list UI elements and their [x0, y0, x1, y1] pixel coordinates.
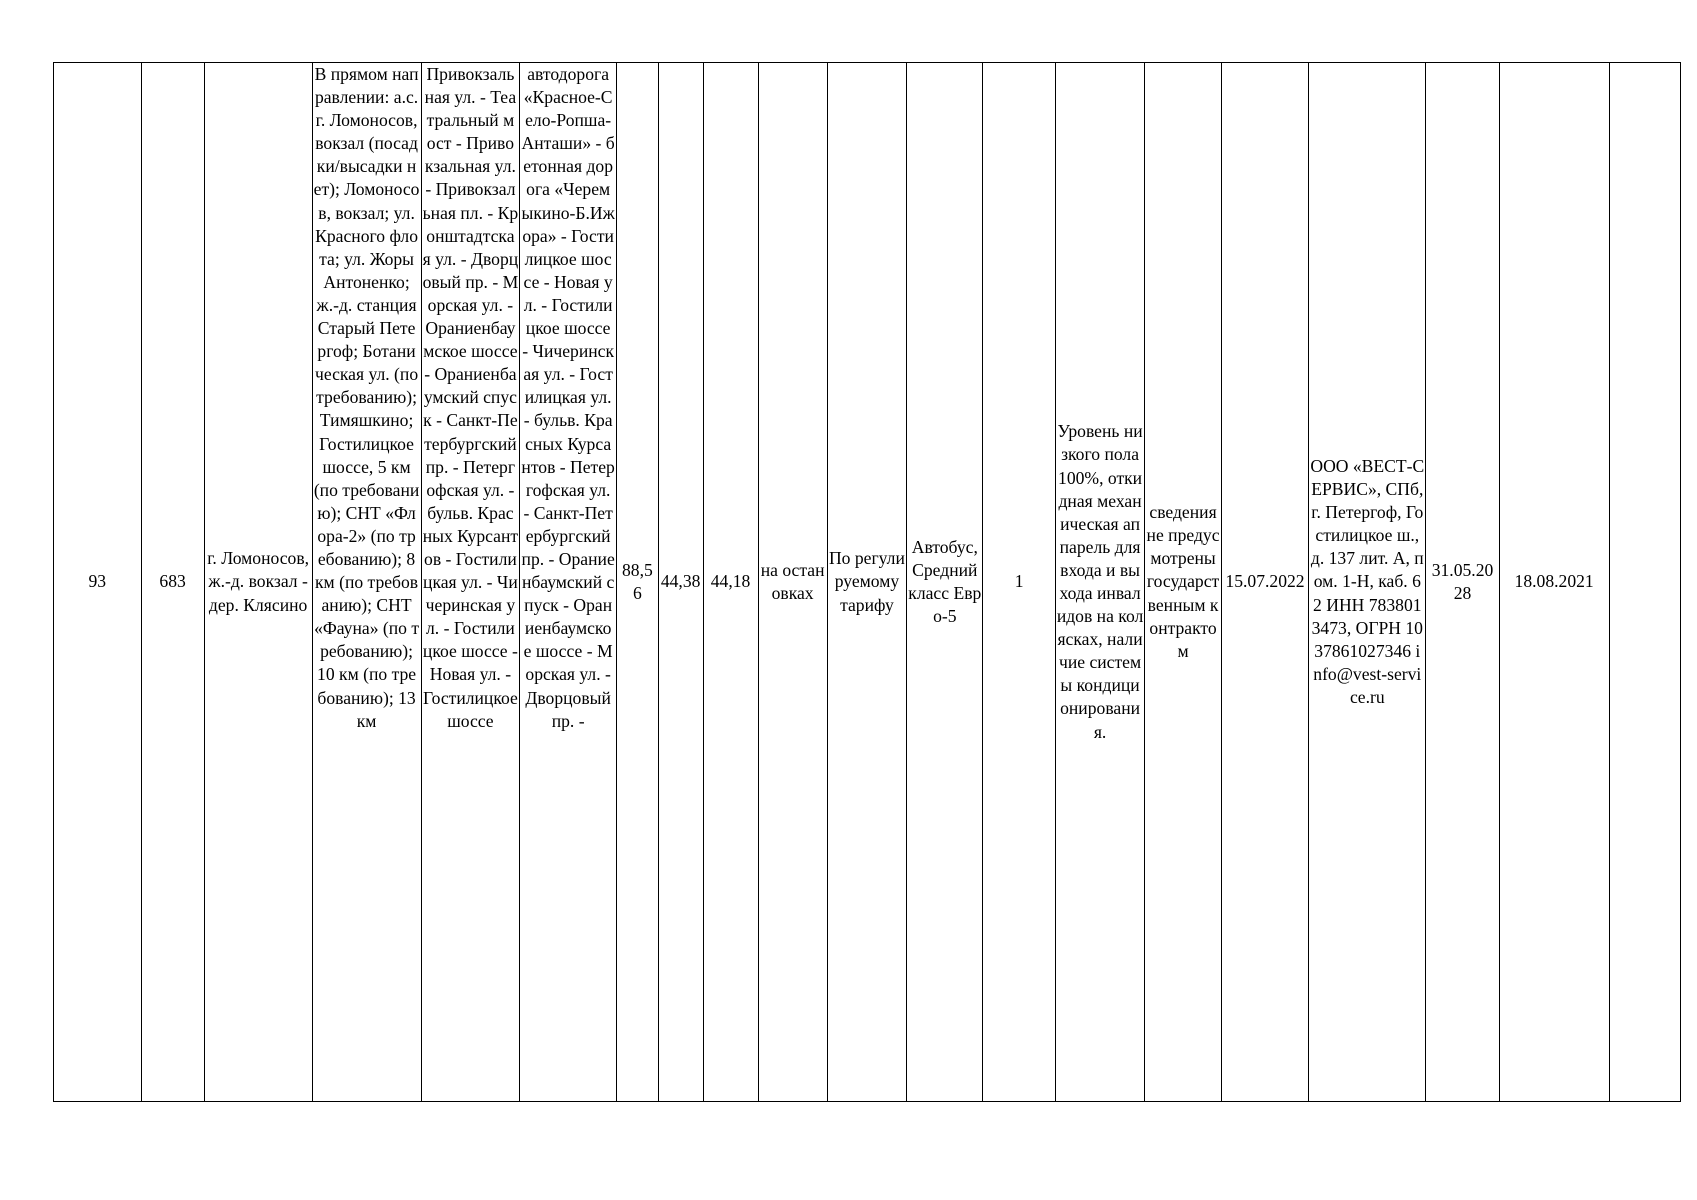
- empty-cell: [1609, 63, 1680, 1102]
- vehicle-features: Уровень низкого пола 100%, откидная механическая аппарель для входа и выхода инвалидов на колясках, наличие системы кондиционирования.: [1055, 63, 1145, 1102]
- length-forward: 44,38: [658, 63, 703, 1102]
- length-total: 88,56: [617, 63, 659, 1102]
- end-date: 31.05.2028: [1426, 63, 1499, 1102]
- boarding-order: на остановках: [758, 63, 827, 1102]
- route-number: 683: [141, 63, 204, 1102]
- table-row: [54, 63, 1681, 1102]
- streets-reverse: автодорога «Красное-Село-Ропша-Анташи» - бетонная дорога «Черемыкино-Б.Ижора» - Гостилицкое шоссе - Новая ул. - Гостилицкое шоссе - Чичеринская ул. - Гостилицкая ул. - бульв. Красных Курсантов - Петергофская ул. - Санкт-Петербургский пр. - Ораниенбаумский спуск - Ораниенбаумское шоссе - Морская ул. - Дворцовый пр. -: [520, 63, 617, 1102]
- vehicle-count: 1: [983, 63, 1055, 1102]
- stops-list: В прямом направлении: а.с. г. Ломоносов, вокзал (посадки/высадки нет); Ломоносов, вокзал; ул. Красного флота; ул. Жоры Антоненко; ж.-д. станция Старый Петергоф; Ботаническая ул. (по требованию); Тимяшкино; Гостилицкое шоссе, 5 км (по требованию); СНТ «Флора-2» (по требованию); 8 км (по требованию); СНТ «Фауна» (по требованию); 10 км (по требованию); 13 км: [312, 63, 421, 1102]
- length-backward: 44,18: [703, 63, 758, 1102]
- start-date: 15.07.2022: [1221, 63, 1309, 1102]
- streets-forward: Привокзальная ул. - Театральный мост - Привокзальная ул. - Привокзальная пл. - Кронштадтская ул. - Дворцовый пр. - Морская ул. - Ораниенбаумское шоссе - Ораниенбаумский спуск - Санкт-Петербургский пр. - Петергофская ул. - бульв. Красных Курсантов - Гостилицкая ул. - Чичеринская ул. - Гостилицкое шоссе - Новая ул. - Гостилицкое шоссе: [421, 63, 520, 1102]
- registry-date: 18.08.2021: [1499, 63, 1609, 1102]
- vehicle-type: Автобус, Средний класс Евро-5: [907, 63, 983, 1102]
- contract-info: сведения не предусмотрены государственным контрактом: [1145, 63, 1221, 1102]
- route-registry-table: [53, 62, 1681, 1102]
- tariff-type: По регулируемому тарифу: [827, 63, 906, 1102]
- route-name: г. Ломоносов, ж.-д. вокзал - дер. Клясино: [204, 63, 312, 1102]
- row-number: 93: [54, 63, 142, 1102]
- carrier-info: ООО «ВЕСТ-СЕРВИС», СПб, г. Петергоф, Гостилицкое ш., д. 137 лит. А, пом. 1-Н, каб. 62 ИНН 7838013473, ОГРН 1037861027346 info@vest-service.ru: [1309, 63, 1426, 1102]
